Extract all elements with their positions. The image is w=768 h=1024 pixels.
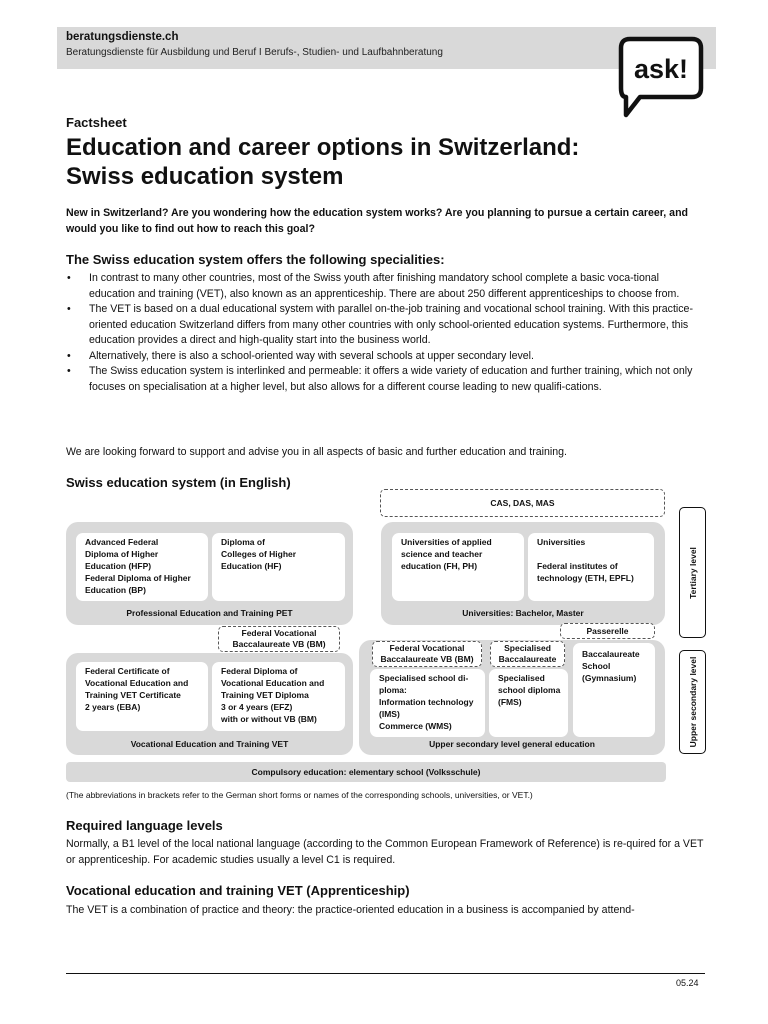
- efz-box: [212, 662, 345, 731]
- box-line: Diploma of: [221, 537, 265, 547]
- footer-date: 05.24: [676, 978, 699, 988]
- language-heading: Required language levels: [66, 818, 223, 833]
- box-line: Baccalaureate: [498, 654, 557, 664]
- language-paragraph: Normally, a B1 level of the local national language (according to the Common European Framework of Reference) is re-quired for a VET or apprenticeship. For academic studies usually a level C1 is required.: [66, 838, 704, 866]
- vet-label: Vocational Education and Training VET: [130, 739, 289, 749]
- box-line: Federal Vocational: [241, 628, 317, 638]
- box-line: Advanced Federal: [85, 537, 159, 547]
- box-line: Baccalaureate VB (BM): [232, 639, 326, 649]
- box-line: Baccalaureate VB (BM): [380, 654, 474, 664]
- list-item: • The VET is based on a dual educational system with parallel on-the-job training and vocational school training. With this practice-oriented education Switzerland differs from many other countries with only school-oriented education systems. Furthermore, this education provides a direct and high-quality start into the business world.: [66, 302, 706, 349]
- passerelle-box: Passerelle: [560, 623, 655, 639]
- general-education-label: Upper secondary level general education: [429, 739, 595, 749]
- box-line: Specialised: [504, 643, 551, 653]
- vb-bm-left-box: [218, 626, 340, 652]
- list-item: • In contrast to many other countries, most of the Swiss youth after finishing mandatory school complete a basic voca-tional education and training (VET), also known as an apprenticeship. There are about 250 different apprenticeships to choose from.: [66, 271, 706, 302]
- upper-secondary-label: Upper secondary level: [687, 656, 698, 748]
- box-line: Information technology: [379, 697, 474, 707]
- abbreviation-note: (The abbreviations in brackets refer to the German short forms or names of the corresponding schools, universities, or VET.): [66, 790, 533, 800]
- cas-das-mas-box: CAS, DAS, MAS: [380, 489, 665, 517]
- box-line: Education (HFP): [85, 561, 152, 571]
- vb-bm-mid-box: [372, 641, 482, 667]
- tertiary-level-bracket: [679, 507, 706, 638]
- specialities-heading: The Swiss education system offers the following specialities:: [66, 252, 445, 267]
- specialities-list: [66, 271, 706, 395]
- doc-kicker: Factsheet: [66, 115, 127, 130]
- box-line: Diploma of Higher: [85, 549, 159, 559]
- box-line: (FMS): [498, 697, 522, 707]
- box-line: education (FH, PH): [401, 561, 478, 571]
- box-line: 2 years (EBA): [85, 702, 141, 712]
- box-line: School: [582, 661, 611, 671]
- hf-box: [212, 533, 345, 601]
- title-line-2: Swiss education system: [66, 163, 344, 190]
- box-line: Baccalaureate: [582, 649, 640, 659]
- upper-secondary-bracket: [679, 650, 706, 754]
- box-line: Universities: [537, 537, 586, 547]
- box-line: Colleges of Higher: [221, 549, 297, 559]
- universities-box: [528, 533, 654, 601]
- eba-box: [76, 662, 208, 731]
- box-spacer: [537, 548, 654, 560]
- box-line: with or without VB (BM): [221, 714, 317, 724]
- box-line: Specialised: [498, 673, 545, 683]
- ims-wms-box: [370, 669, 485, 737]
- box-line: Training VET Diploma: [221, 690, 309, 700]
- diagram-heading: Swiss education system (in English): [66, 475, 291, 490]
- title-line-1: Education and career options in Switzerland:: [66, 134, 580, 161]
- ask-logo: [618, 36, 704, 118]
- tertiary-level-label: Tertiary level: [687, 546, 698, 599]
- list-item: • Alternatively, there is also a school-oriented way with several schools at upper secondary level.: [66, 349, 706, 365]
- box-line: 3 or 4 years (EFZ): [221, 702, 293, 712]
- box-line: Training VET Certificate: [85, 690, 181, 700]
- box-line: ploma:: [379, 685, 407, 695]
- box-line: Education (BP): [85, 585, 146, 595]
- box-line: school diploma: [498, 685, 561, 695]
- vet-heading: Vocational education and training VET (Apprenticeship): [66, 883, 410, 898]
- box-line: (Gymnasium): [582, 673, 637, 683]
- list-item: • The Swiss education system is interlinked and permeable: it offers a wide variety of education and further training, which not only focuses on specialisation at a higher level, but also allows for a different course leading to new qualifi-cations.: [66, 364, 706, 395]
- box-line: Vocational Education and: [85, 678, 189, 688]
- forward-paragraph: We are looking forward to support and advise you in all aspects of basic and further education and training.: [66, 446, 567, 458]
- box-line: science and teacher: [401, 549, 483, 559]
- box-line: Federal Diploma of Higher: [85, 573, 191, 583]
- vet-paragraph: The VET is a combination of practice and theory: the practice-oriented education in a business is accompanied by attend-: [66, 904, 635, 916]
- box-line: Vocational Education and: [221, 678, 325, 688]
- box-line: Federal institutes of: [537, 561, 618, 571]
- site-name[interactable]: beratungsdienste.ch: [66, 31, 179, 43]
- fh-ph-box: [392, 533, 524, 601]
- site-subtitle: Beratungsdienste für Ausbildung und Beruf I Berufs-, Studien- und Laufbahnberatung: [66, 47, 443, 58]
- gymnasium-box: [573, 643, 655, 737]
- box-line: (IMS): [379, 709, 400, 719]
- box-line: Federal Certificate of: [85, 666, 170, 676]
- box-line: Commerce (WMS): [379, 721, 452, 731]
- page-title: [66, 133, 686, 191]
- intro-paragraph: New in Switzerland? Are you wondering how the education system works? Are you planning to pursue a certain career, and would you like to find out how to reach this goal?: [66, 207, 689, 235]
- compulsory-label: Compulsory education: elementary school (Volksschule): [251, 767, 481, 777]
- universities-label: Universities: Bachelor, Master: [462, 608, 584, 618]
- hfp-bp-box: [76, 533, 208, 601]
- box-line: Education (HF): [221, 561, 282, 571]
- box-line: Federal Diploma of: [221, 666, 298, 676]
- box-line: Federal Vocational: [389, 643, 465, 653]
- footer-rule: [66, 973, 705, 974]
- box-line: Universities of applied: [401, 537, 492, 547]
- specialised-baccalaureate-box: [490, 641, 565, 667]
- pet-label: Professional Education and Training PET: [126, 608, 293, 618]
- logo-text: ask!: [633, 54, 689, 84]
- box-line: technology (ETH, EPFL): [537, 573, 634, 583]
- box-line: Specialised school di-: [379, 673, 469, 683]
- fms-box: [489, 669, 568, 737]
